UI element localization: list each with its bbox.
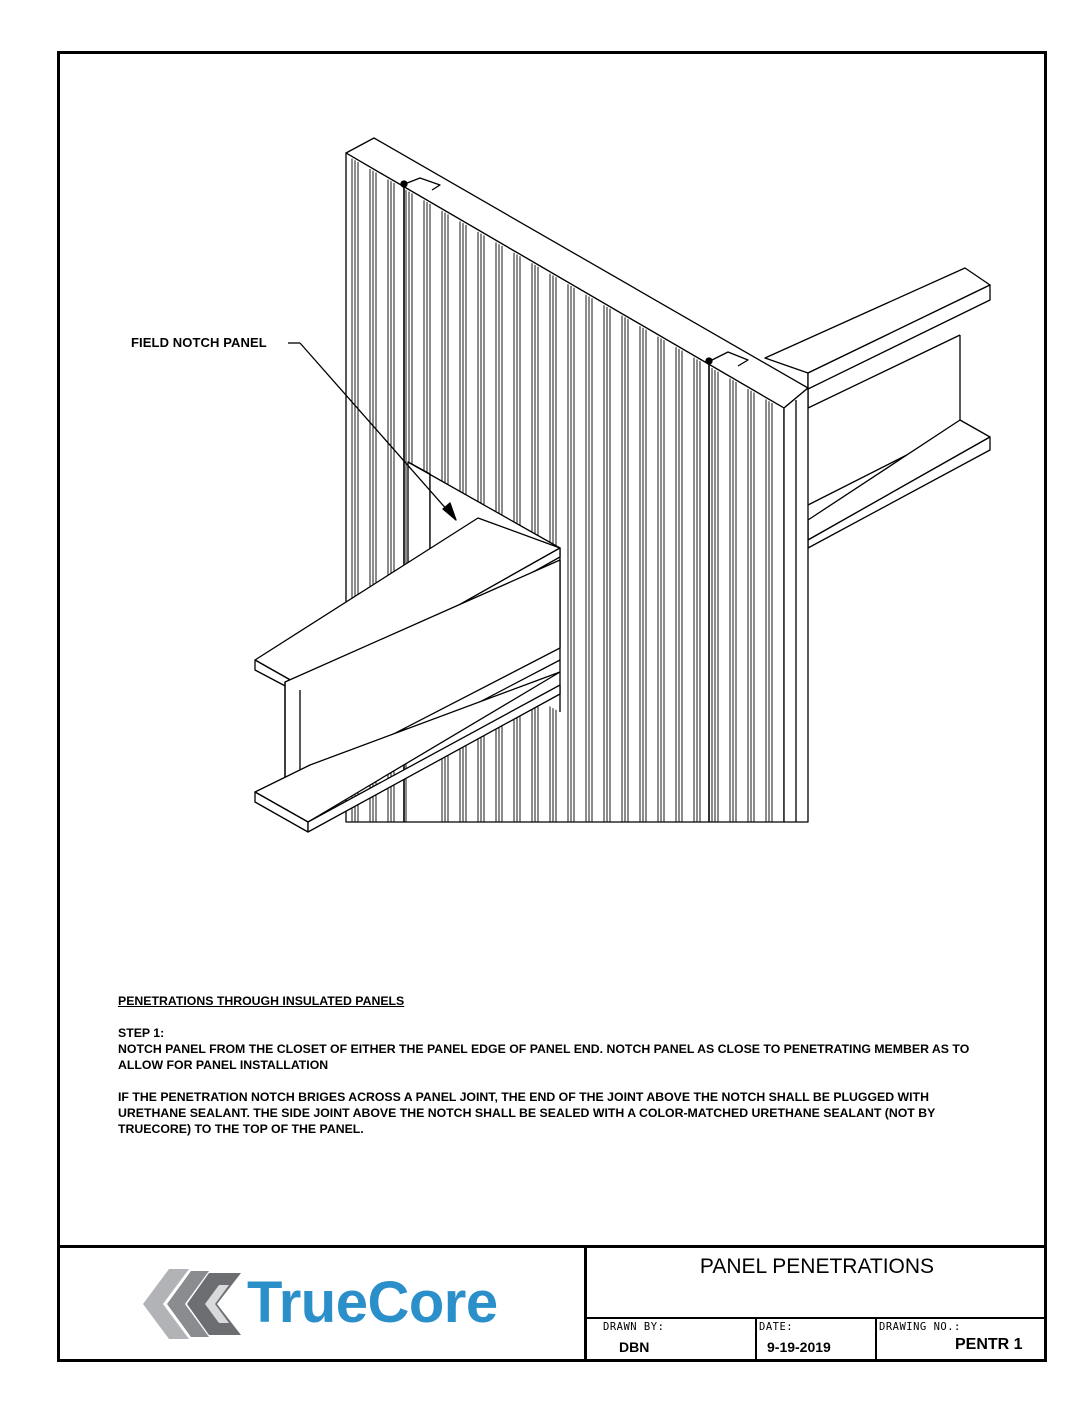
drawn-by-value: DBN [619,1339,650,1355]
step-1-text: NOTCH PANEL FROM THE CLOSET OF EITHER THE PANEL EDGE OF PANEL END. NOTCH PANEL AS CLOSE TO PENETRATING MEMBER AS TO ALLOW FOR PANEL INSTALLATION [118,1042,970,1072]
notes-heading: PENETRATIONS THROUGH INSULATED PANELS [118,994,405,1008]
title-block-top-border [57,1245,1047,1248]
date-value: 9-19-2019 [767,1339,831,1355]
general-notes [118,993,998,1153]
date-cell-divider [755,1317,757,1362]
title-block [57,1245,1047,1362]
truecore-wordmark: TrueCore [247,1270,498,1335]
joint-sealant-note: IF THE PENETRATION NOTCH BRIGES ACROSS A PANEL JOINT, THE END OF THE JOINT ABOVE THE NOTCH SHALL BE PLUGGED WITH URETHANE SEALANT. THE SIDE JOINT ABOVE THE NOTCH SHALL BE SEALED WITH A COLOR-MATCHED URETHANE SEALANT (NOT BY TRUECORE) TO THE TOP OF THE PANEL. [118,1090,936,1136]
field-notch-panel-label: FIELD NOTCH PANEL [131,335,267,350]
drawing-no-label: DRAWING NO.: [879,1321,961,1333]
truecore-logo [143,1259,523,1349]
step-1-label: STEP 1: [118,1026,165,1040]
truecore-logo-mark-icon [143,1259,243,1349]
drawing-no-value: PENTR 1 [955,1336,1023,1353]
title-row-divider [584,1317,1047,1319]
drawing-no-cell-divider [875,1317,877,1362]
date-label: DATE: [759,1321,794,1333]
sheet-title: PANEL PENETRATIONS [699,1255,935,1278]
drawn-by-label: DRAWN BY: [603,1321,665,1333]
